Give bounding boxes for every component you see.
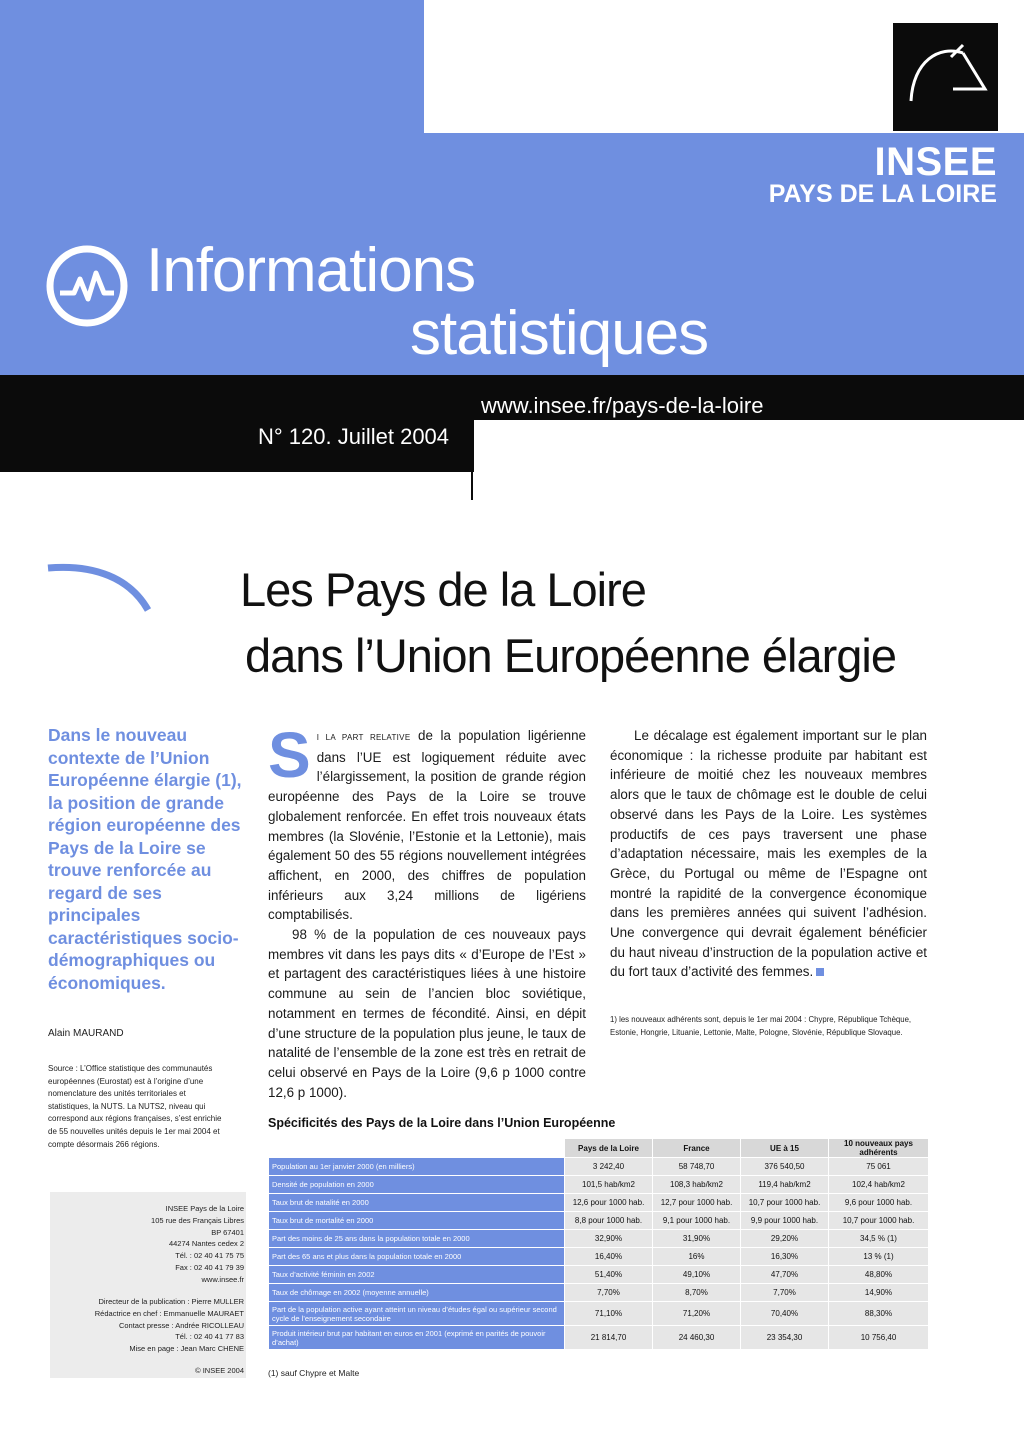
arc-decoration-icon <box>44 558 164 628</box>
table-cell: 51,40% <box>565 1266 653 1284</box>
row-label: Produit intérieur brut par habitant en euros en 2001 (exprimé en parités de pouvoir d’achat) <box>269 1326 565 1350</box>
table-cell: 8,8 pour 1000 hab. <box>565 1212 653 1230</box>
staff-line: Mise en page : Jean Marc CHENE <box>129 1344 244 1354</box>
body-column-1 <box>268 719 586 1102</box>
table-cell: 10 756,40 <box>829 1326 929 1350</box>
table-cell: 48,80% <box>829 1266 929 1284</box>
table-row <box>269 1248 929 1266</box>
table-row <box>269 1194 929 1212</box>
insee-logo-icon <box>893 23 998 131</box>
row-label: Taux d’activité féminin en 2002 <box>269 1266 565 1284</box>
row-label: Densité de population en 2000 <box>269 1176 565 1194</box>
table-cell: 49,10% <box>653 1266 741 1284</box>
table-cell: 31,90% <box>653 1230 741 1248</box>
row-label: Taux de chômage en 2002 (moyenne annuelle) <box>269 1284 565 1302</box>
table-cell: 71,20% <box>653 1302 741 1326</box>
table-cell: 88,30% <box>829 1302 929 1326</box>
row-label: Taux brut de mortalité en 2000 <box>269 1212 565 1230</box>
source-note: Source : L’Office statistique des communautés européennes (Eurostat) est à l’origine d’une nomenclature des unités territoriales et statistiques, la NUTS. La NUTS2, niveau qui correspond aux régions françaises, s’est enrichie de 55 nouvelles unités depuis le 1er mai 2004 et compte désormais 266 régions. <box>48 1064 222 1149</box>
row-label: Part de la population active ayant atteint un niveau d’études égal ou supérieur second cycle de l’enseignement secondaire <box>269 1302 565 1326</box>
contact-staff <box>52 1296 244 1355</box>
table-row <box>269 1302 929 1326</box>
table-row <box>269 1212 929 1230</box>
paragraph <box>268 719 586 925</box>
table-row <box>269 1176 929 1194</box>
lead-paragraph: Dans le nouveau contexte de l’Union Européenne élargie (1), la position de grande région européenne des Pays de la Loire se trouve renforcée au regard de ses principales caractéristiques socio-démographiques ou économiques. <box>48 725 242 993</box>
copyright: © INSEE 2004 <box>195 1366 244 1375</box>
table-cell: 14,90% <box>829 1284 929 1302</box>
drop-cap: S <box>268 719 311 791</box>
table-cell: 47,70% <box>741 1266 829 1284</box>
table-cell: 32,90% <box>565 1230 653 1248</box>
divider-line <box>471 420 473 500</box>
table-cell: 108,3 hab/km2 <box>653 1176 741 1194</box>
table-cell: 13 % (1) <box>829 1248 929 1266</box>
region-name: PAYS DE LA LOIRE <box>768 180 997 208</box>
table-cell: 376 540,50 <box>741 1158 829 1176</box>
table-row <box>269 1158 929 1176</box>
header-white-notch <box>424 0 894 133</box>
table-cell: 101,5 hab/km2 <box>565 1176 653 1194</box>
row-label: Taux brut de natalité en 2000 <box>269 1194 565 1212</box>
staff-line: Contact presse : Andrée RICOLLEAU <box>118 1320 244 1330</box>
staff-line: Directeur de la publication : Pierre MULLER <box>98 1297 244 1306</box>
publication-name-line2: statistiques <box>410 299 709 368</box>
table-cell: 16,40% <box>565 1248 653 1266</box>
end-mark-icon <box>816 968 824 976</box>
table-corner <box>269 1139 565 1158</box>
table-cell: 10,7 pour 1000 hab. <box>741 1194 829 1212</box>
table-row <box>269 1230 929 1248</box>
table-cell: 119,4 hab/km2 <box>741 1176 829 1194</box>
page-title-line2: dans l’Union Européenne élargie <box>245 629 896 682</box>
table-cell: 12,6 pour 1000 hab. <box>565 1194 653 1212</box>
page-title-line1: Les Pays de la Loire <box>240 563 646 616</box>
address-line: www.insee.fr <box>201 1274 244 1284</box>
table-cell: 102,4 hab/km2 <box>829 1176 929 1194</box>
address-line: BP 67401 <box>211 1227 244 1237</box>
column-header: 10 nouveaux pays adhérents <box>829 1139 929 1158</box>
column-header: Pays de la Loire <box>565 1139 653 1158</box>
table-cell: 34,5 % (1) <box>829 1230 929 1248</box>
table-header-row <box>269 1139 929 1158</box>
table-cell: 9,9 pour 1000 hab. <box>741 1212 829 1230</box>
table-cell: 23 354,30 <box>741 1326 829 1350</box>
website-url[interactable]: www.insee.fr/pays-de-la-loire <box>481 393 764 418</box>
body-column-2 <box>610 726 927 982</box>
table-cell: 21 814,70 <box>565 1326 653 1350</box>
table-row <box>269 1266 929 1284</box>
table-cell: 75 061 <box>829 1158 929 1176</box>
table-cell: 7,70% <box>565 1284 653 1302</box>
table-cell: 9,1 pour 1000 hab. <box>653 1212 741 1230</box>
staff-line: Tél. : 02 40 41 77 83 <box>175 1332 244 1342</box>
address-line: Fax : 02 40 41 79 39 <box>175 1262 244 1272</box>
column-header: France <box>653 1139 741 1158</box>
table-row <box>269 1284 929 1302</box>
white-band <box>474 420 1024 472</box>
row-label: Part des moins de 25 ans dans la population totale en 2000 <box>269 1230 565 1248</box>
paragraph: 98 % de la population de ces nouveaux pays membres vit dans les pays dits « d’Europe de l’Est » et partagent des caractéristiques liées à une histoire commune au sein de l’ancien bloc soviétique, notamment en termes de fécondité. Ainsi, en dépit d’une structure de la population plus jeune, le taux de natalité de l’ensemble de la zone est très en retrait de celui observé en Pays de la Loire (9,6 p 1000 contre 12,6 p 1000). <box>268 927 586 1100</box>
table-cell: 3 242,40 <box>565 1158 653 1176</box>
paragraph-text: Le décalage est également important sur le plan économique : la richesse produite par habitant est inférieure de moitié chez les nouveaux membres alors que le taux de chômage est le double de celui observé dans les Pays de la Loire. Les systèmes productifs de ces pays traversent une phase d’adaptation nécessaire, mais les exemples de la Grèce, du Portugal ou même de l’Espagne ont montré la rapidité de la convergence économique dans les premières années qui suivent l’adhésion. Une convergence qui devrait également bénéficier du haut niveau d’instruction de la population active et du fort taux d’activité des femmes. <box>610 728 927 980</box>
table-cell: 8,70% <box>653 1284 741 1302</box>
paragraph <box>610 726 927 982</box>
footnote: 1) les nouveaux adhérents sont, depuis le 1er mai 2004 : Chypre, République Tchèque, Estonie, Hongrie, Lituanie, Lettonie, Malte, Pologne, Slovénie, République Slovaque. <box>610 1015 912 1037</box>
table-cell: 29,20% <box>741 1230 829 1248</box>
table-cell: 16% <box>653 1248 741 1266</box>
publication-name-line1: Informations <box>146 236 476 305</box>
table-cell: 58 748,70 <box>653 1158 741 1176</box>
table-row <box>269 1326 929 1350</box>
issue-number: N° 120. Juillet 2004 <box>258 424 450 449</box>
table-cell: 7,70% <box>741 1284 829 1302</box>
table-cell: 70,40% <box>741 1302 829 1326</box>
table-cell: 12,7 pour 1000 hab. <box>653 1194 741 1212</box>
staff-line: Rédactrice en chef : Emmanuelle MAURAET <box>94 1308 244 1318</box>
table-title: Spécificités des Pays de la Loire dans l’Union Européenne <box>268 1116 616 1130</box>
org-name: INSEE <box>874 140 997 184</box>
data-table <box>268 1138 929 1350</box>
address-line: INSEE Pays de la Loire <box>165 1204 244 1213</box>
address-line: 44274 Nantes cedex 2 <box>168 1239 244 1249</box>
column-header: UE à 15 <box>741 1139 829 1158</box>
table-cell: 16,30% <box>741 1248 829 1266</box>
row-label: Population au 1er janvier 2000 (en milliers) <box>269 1158 565 1176</box>
contact-address <box>52 1203 244 1286</box>
pulse-circle-logo-icon <box>44 243 130 329</box>
table-cell: 9,6 pour 1000 hab. <box>829 1194 929 1212</box>
small-caps-lead: I LA PART RELATIVE <box>316 733 411 742</box>
author: Alain MAURAND <box>48 1028 124 1039</box>
address-line: 105 rue des Français Libres <box>151 1215 244 1225</box>
address-line: Tél. : 02 40 41 75 75 <box>175 1251 244 1261</box>
table-note: (1) sauf Chypre et Malte <box>268 1368 360 1378</box>
row-label: Part des 65 ans et plus dans la population totale en 2000 <box>269 1248 565 1266</box>
table-cell: 24 460,30 <box>653 1326 741 1350</box>
table-cell: 71,10% <box>565 1302 653 1326</box>
table-cell: 10,7 pour 1000 hab. <box>829 1212 929 1230</box>
paragraph-text: de la population ligérienne dans l’UE est logiquement réduite avec l’élargissement, la position de grande région européenne des Pays de la Loire se trouve globalement renforcée. En effet trois nouveaux états membres (la Slovénie, l’Estonie et la Lettonie), mais également 50 des 55 régions nouvellement intégrées affichent, en 2000, des chiffres de population inférieurs aux 3,24 millions de ligériens comptabilisés. <box>268 728 586 923</box>
